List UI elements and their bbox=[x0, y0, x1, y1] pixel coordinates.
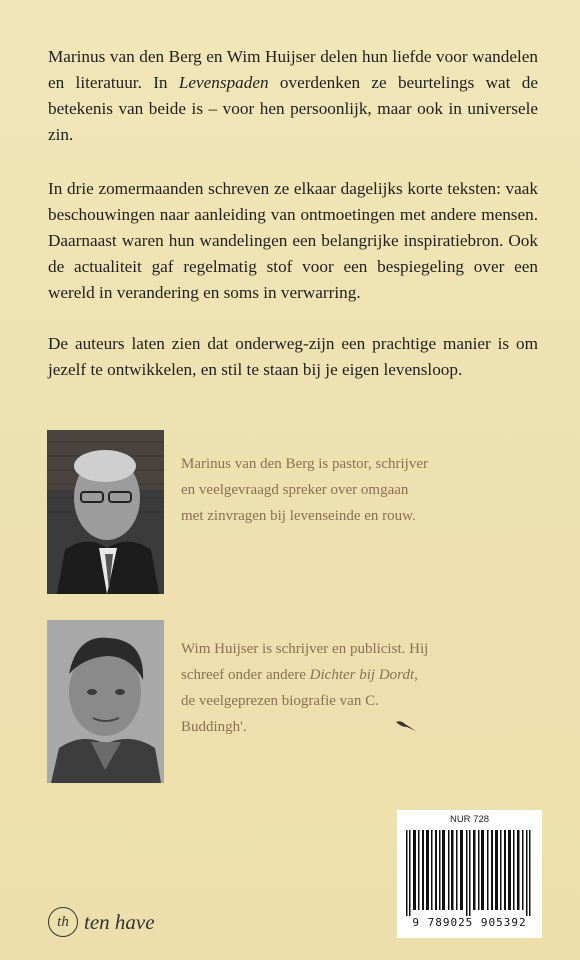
barcode-bars bbox=[403, 830, 536, 916]
publisher-logo bbox=[48, 905, 155, 939]
bio-text: Wim Huijser is schrijver en publicist. Hij schreef onder andere bbox=[181, 641, 429, 683]
blurb-paragraph-3: De auteurs laten zien dat onderweg-zijn een prachtige manier is om jezelf te ontwikkelen, en stil te staan bij je eigen levensloop. bbox=[48, 334, 538, 379]
author-bio-marinus: Marinus van den Berg is pastor, schrijver en veelgevraagd spreker over omgaan met zinvragen bij levenseinde en rouw. bbox=[181, 456, 428, 524]
book-title-reference: Dichter bij Dordt bbox=[309, 667, 415, 683]
blurb-paragraph-1 bbox=[48, 44, 538, 148]
author-photo-wim bbox=[47, 620, 164, 783]
blurb-paragraph-2: In drie zomermaanden schreven ze elkaar dagelijks korte teksten: vaak beschouwingen naar aanleiding van ontmoetingen met andere mensen. Daarnaast waren hun wandelingen een belangrijke inspiratiebron. Ook de actualiteit gaf regelmatig stof voor een bespiegeling over een wereld in verandering en soms in verwarring. bbox=[48, 179, 538, 302]
barcode-label bbox=[397, 810, 542, 938]
bird-ornament-icon bbox=[395, 719, 417, 733]
blurb-text: Marinus van den Berg en Wim Huijser delen hun liefde voor wandelen en literatuur. In bbox=[48, 47, 538, 92]
isbn-number: 9 789025 905392 bbox=[412, 916, 527, 929]
publisher-name: ten have bbox=[84, 909, 155, 934]
bio-text: , de veelgeprezen biografie van C. Buddingh'. bbox=[181, 667, 418, 735]
blurb-text: overdenken ze beurtelings wat de betekenis van beide is – voor hen persoonlijk, maar ook in universele zin. bbox=[48, 73, 538, 144]
author-bio-wim bbox=[181, 636, 431, 740]
nur-code: NUR 728 bbox=[449, 814, 490, 825]
book-title: Levenspaden bbox=[178, 73, 269, 92]
author-photo-marinus bbox=[47, 430, 164, 594]
publisher-logo-icon: th bbox=[48, 907, 78, 937]
